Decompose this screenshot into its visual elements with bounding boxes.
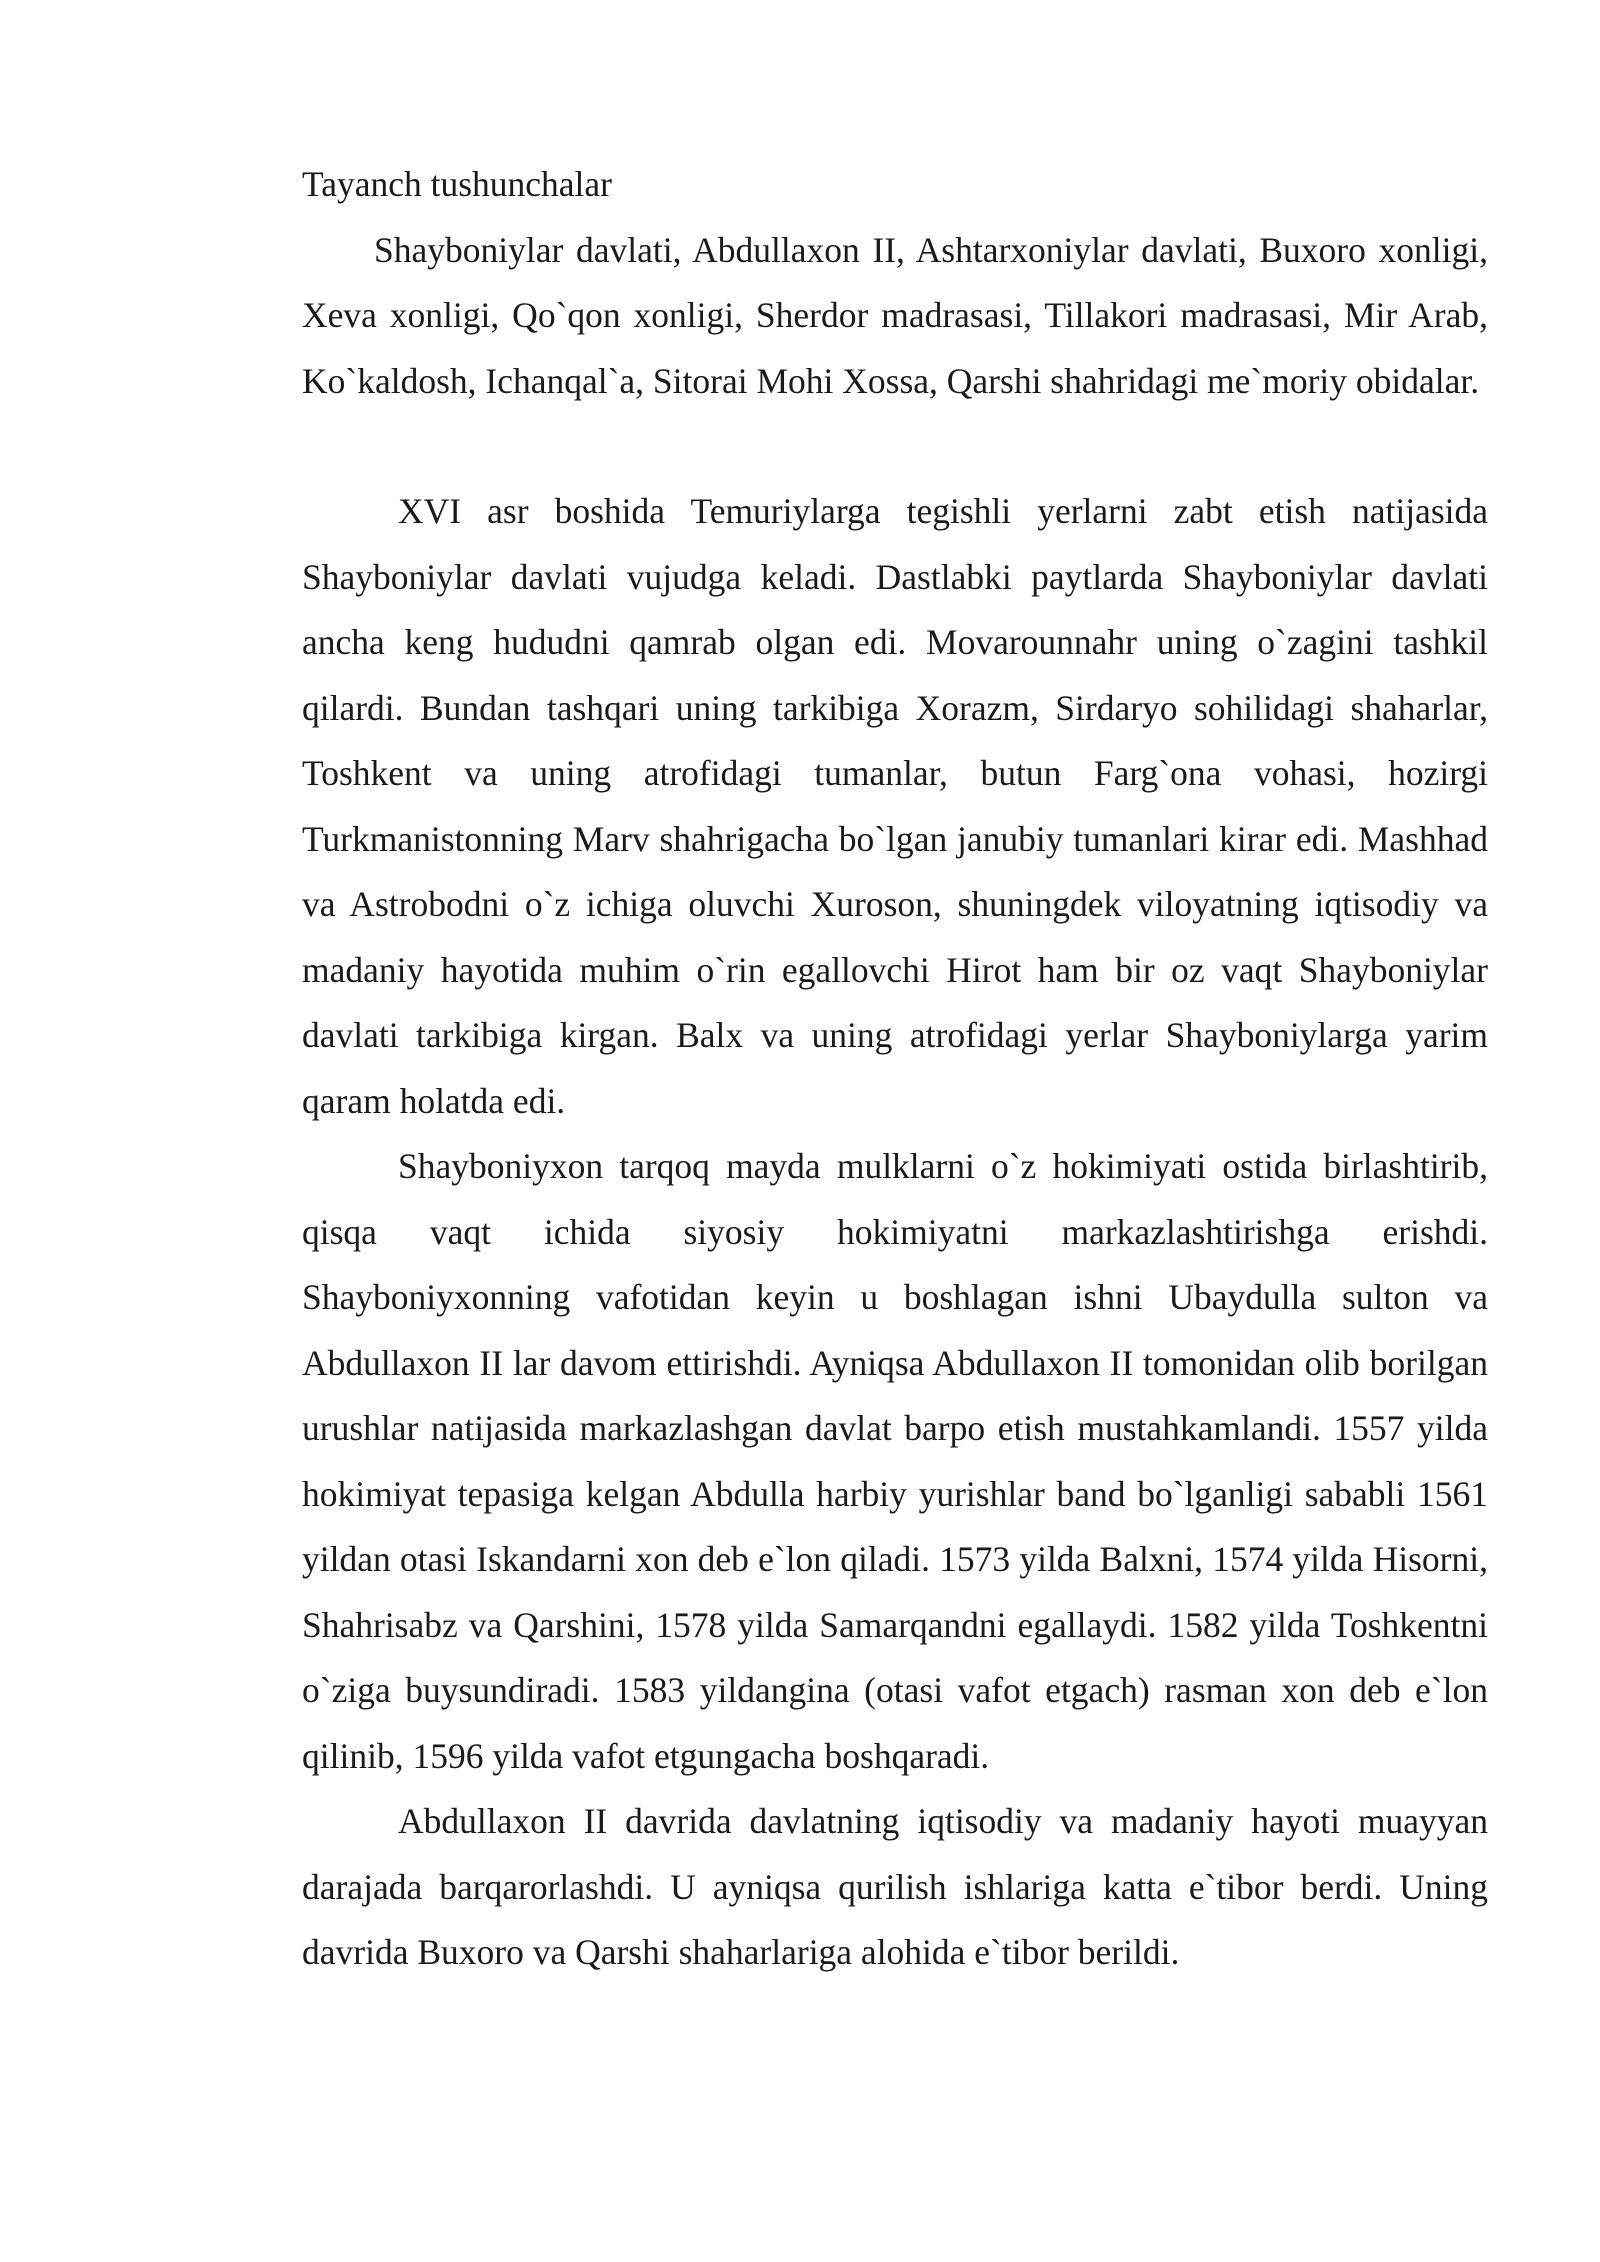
paragraph-3: Abdullaxon II davrida davlatning iqtisodiy va madaniy hayoti muayyan darajada barqarorlashdi. U ayniqsa qurilish ishlariga katta e`tibor berdi. Uning davrida Buxoro va Qarshi shaharlariga alohida e`tibor berildi. (302, 1801, 1488, 1972)
section-heading: Tayanch tushunchalar (302, 164, 612, 204)
paragraph-2: Shayboniyxon tarqoq mayda mulklarni o`z hokimiyati ostida birlashtirib, qisqa vaqt ichida siyosiy hokimiyatni markazlashtirishga erishdi. Shayboniyxonning vafotidan keyin u boshlagan ishni Ubaydulla sulton va Abdullaxon II lar davom ettirishdi. Ayniqsa Abdullaxon II tomonidan olib borilgan urushlar natijasida markazlashgan davlat barpo etish mustahkamlandi. 1557 yilda hokimiyat tepasiga kelgan Abdulla harbiy yurishlar band bo`lganligi sababli 1561 yildan otasi Iskandarni xon deb e`lon qiladi. 1573 yilda Balxni, 1574 yilda Hisorni, Shahrisabz va Qarshini, 1578 yilda Samarqandni egallaydi. 1582 yilda Toshkentni o`ziga buysundiradi. 1583 yildangina (otasi vafot etgach) rasman xon deb e`lon qilinib, 1596 yilda vafot etgungacha boshqaradi. (302, 1146, 1488, 1776)
document-body (302, 152, 1488, 1986)
paragraph-1: XVI asr boshida Temuriylarga tegishli yerlarni zabt etish natijasida Shayboniylar davlati vujudga keladi. Dastlabki paytlarda Shayboniylar davlati ancha keng hududni qamrab olgan edi. Movarounnahr uning o`zagini tashkil qilardi. Bundan tashqari uning tarkibiga Xorazm, Sirdaryo sohilidagi shaharlar, Toshkent va uning atrofidagi tumanlar, butun Farg`ona vohasi, hozirgi Turkmanistonning Marv shahrigacha bo`lgan janubiy tumanlari kirar edi. Mashhad va Astrobodni o`z ichiga oluvchi Xuroson, shuningdek viloyatning iqtisodiy va madaniy hayotida muhim o`rin egallovchi Hirot ham bir oz vaqt Shayboniylar davlati tarkibiga kirgan. Balx va uning atrofidagi yerlar Shayboniylarga yarim qaram holatda edi. (302, 491, 1488, 1121)
keywords-paragraph: Shayboniylar davlati, Abdullaxon II, Ashtarxoniylar davlati, Buxoro xonligi, Xeva xonligi, Qo`qon xonligi, Sherdor madrasasi, Tillakori madrasasi, Mir Arab, Ko`kaldosh, Ichanqal`a, Sitorai Mohi Xossa, Qarshi shahridagi me`moriy obidalar. (302, 229, 1488, 401)
paragraph-spacer (302, 414, 1488, 479)
